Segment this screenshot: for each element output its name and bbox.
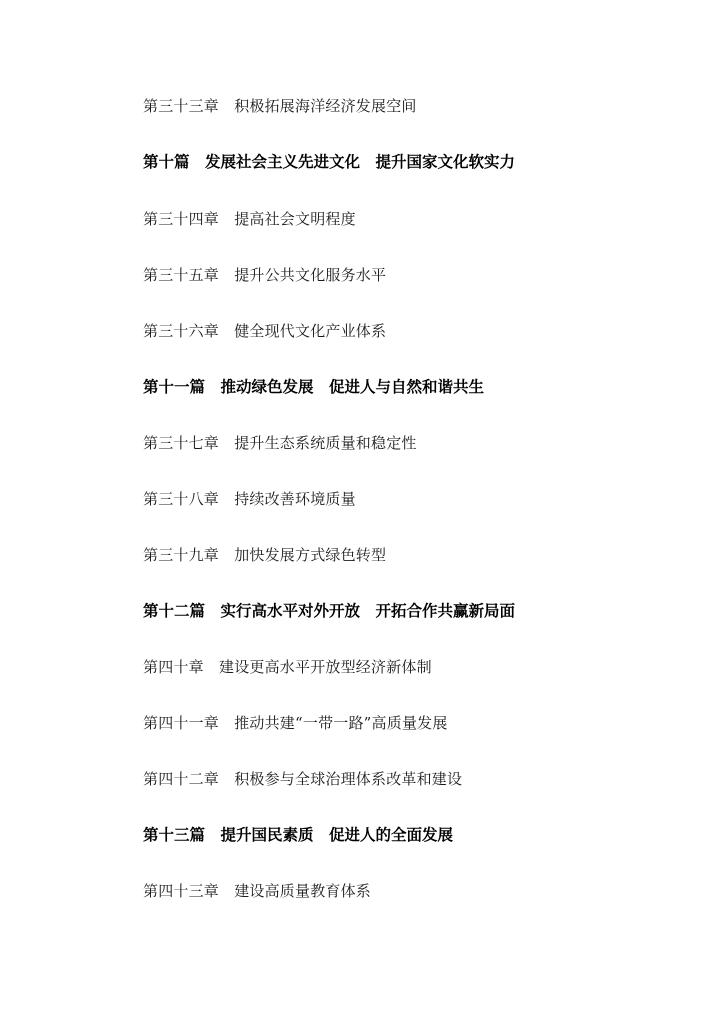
- toc-part-13: 第十三篇 提升国民素质 促进人的全面发展: [143, 826, 454, 844]
- toc-chapter-33: 第三十三章 积极拓展海洋经济发展空间: [143, 97, 417, 115]
- toc-chapter-42: 第四十二章 积极参与全球治理体系改革和建设: [143, 770, 463, 788]
- toc-chapter-40: 第四十章 建设更高水平开放型经济新体制: [143, 658, 432, 676]
- toc-part-12: 第十二篇 实行高水平对外开放 开拓合作共赢新局面: [143, 602, 516, 620]
- toc-chapter-39: 第三十九章 加快发展方式绿色转型: [143, 546, 387, 564]
- toc-chapter-37: 第三十七章 提升生态系统质量和稳定性: [143, 434, 417, 452]
- toc-chapter-38: 第三十八章 持续改善环境质量: [143, 490, 356, 508]
- toc-chapter-34: 第三十四章 提高社会文明程度: [143, 210, 356, 228]
- toc-chapter-41: 第四十一章 推动共建“一带一路”高质量发展: [143, 714, 448, 732]
- toc-chapter-35: 第三十五章 提升公共文化服务水平: [143, 266, 387, 284]
- toc-chapter-36: 第三十六章 健全现代文化产业体系: [143, 322, 387, 340]
- toc-part-11: 第十一篇 推动绿色发展 促进人与自然和谐共生: [143, 378, 485, 396]
- toc-part-10: 第十篇 发展社会主义先进文化 提升国家文化软实力: [143, 153, 516, 171]
- toc-chapter-43: 第四十三章 建设高质量教育体系: [143, 882, 372, 900]
